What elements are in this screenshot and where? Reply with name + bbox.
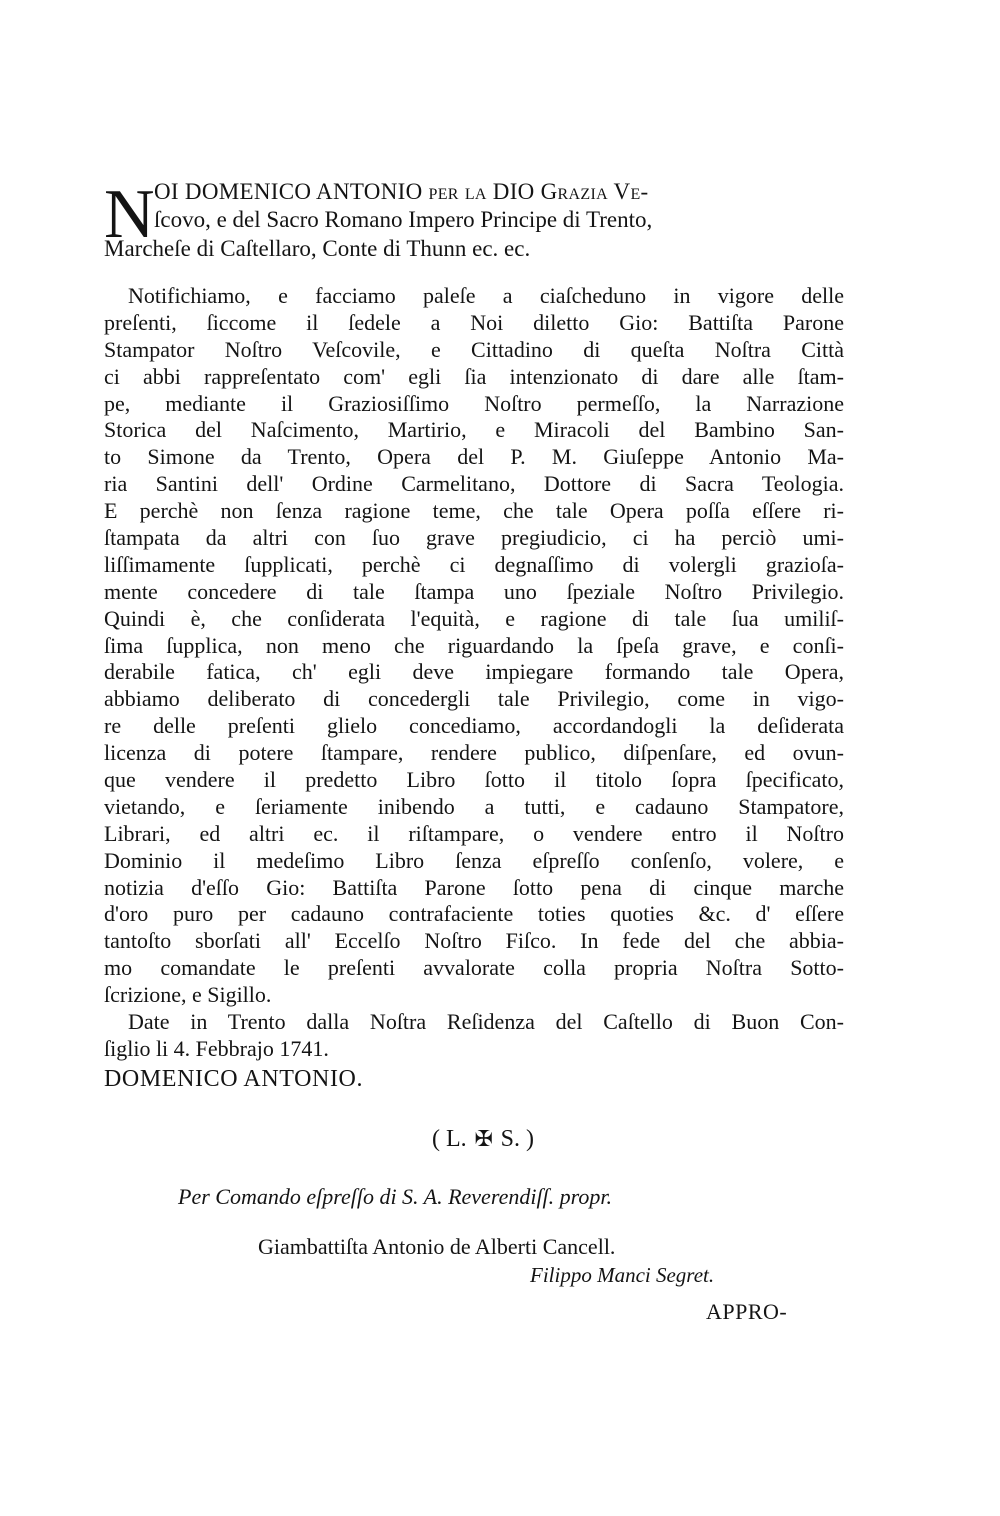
body-line: vietando, e ſeriamente inibendo a tutti, e cadauno Stampatore, (104, 793, 844, 819)
body-line: pe, mediante il Graziosiſſimo Noſtro permeſſo, la Narrazione (104, 390, 844, 416)
chancellor-line: Giambattiſta Antonio de Alberti Cancell. (258, 1234, 616, 1259)
body-line: derabile fatica, ch' egli deve impiegare formando tale Opera, (104, 659, 844, 685)
body-line: Date in Trento dalla Noſtra Reſidenza del Caſtello di Buon Con- (128, 1009, 844, 1035)
body-line: E perchè non ſenza ragione teme, che tale Opera poſſa eſſere ri- (104, 498, 844, 524)
body-line: Quindi è, che conſiderata l'equità, e ragione di tale ſua umiliſ- (104, 605, 844, 631)
secretary-line: Filippo Manci Segret. (530, 1263, 715, 1287)
body-line: que vendere il predetto Libro ſotto il titolo ſopra ſpecificato, (104, 767, 844, 793)
seal-left: ( L. (432, 1126, 467, 1152)
body-line: preſenti, ſiccome il ſedele a Noi diletto Gio: Battiſta Parone (104, 309, 844, 335)
body-line: ſcrizione, e Sigillo. (104, 982, 272, 1008)
body-line: ci abbi rappreſentato com' egli ſia intenzionato di dare alle ſtam- (104, 363, 844, 389)
decree-body (104, 283, 844, 1063)
heading-line-2: ſcovo, e del Sacro Romano Impero Principe di Trento, (154, 207, 653, 232)
body-line: mente concedere di tale ſtampa uno ſpeziale Noſtro Privilegio. (104, 578, 844, 604)
body-line: Librari, ed altri ec. il riſtampare, o vendere entro il Noſtro (104, 820, 844, 846)
body-line: ria Santini dell' Ordine Carmelitano, Dottore di Sacra Teologia. (104, 471, 844, 497)
heading-line-1: OI DOMENICO ANTONIO per la DIO Grazia Ve- (154, 179, 649, 204)
body-line: ſiglio li 4. Febbrajo 1741. (104, 1035, 329, 1061)
body-line: notizia d'eſſo Gio: Battiſta Parone ſotto pena di cinque marche (104, 874, 844, 900)
body-line: d'oro puro per cadauno contrafaciente toties quoties &c. d' eſſere (104, 901, 844, 927)
body-line: mo comandate le preſenti avvalorate colla propria Noſtra Sotto- (104, 955, 844, 981)
heading-line-3: Marcheſe di Caſtellaro, Conte di Thunn ec. ec. (104, 236, 531, 261)
body-line: ſtampata da altri con ſuo grave pregiudicio, ci ha perciò umi- (104, 525, 844, 551)
signature: DOMENICO ANTONIO. (104, 1066, 364, 1092)
seal-mark (432, 1126, 534, 1153)
cross-icon: ✠ (474, 1126, 493, 1151)
body-line: Dominio il medeſimo Libro ſenza eſpreſſo conſenſo, volere, e (104, 847, 844, 873)
drop-initial: N (104, 176, 155, 253)
body-line: re delle preſenti glielo concediamo, accordandogli la deſiderata (104, 713, 844, 739)
body-line: liſſimamente ſupplicati, perchè ci degnaſſimo di volergli grazioſa- (104, 551, 844, 577)
body-line: Stampator Noſtro Veſcovile, e Cittadino di queſta Noſtra Città (104, 336, 844, 362)
body-line: licenza di potere ſtampare, rendere publico, diſpenſare, ed ovun- (104, 740, 844, 766)
body-line: to Simone da Trento, Opera del P. M. Giuſeppe Antonio Ma- (104, 444, 844, 470)
body-line: ſima ſupplica, non meno che riguardando la ſpeſa grave, e conſi- (104, 632, 844, 658)
catchword: APPRO- (706, 1299, 788, 1324)
seal-right: S. ) (500, 1126, 534, 1152)
body-line: tantoſto sborſati all' Eccelſo Noſtro Fiſco. In fede del che abbia- (104, 928, 844, 954)
body-line: Notifichiamo, e facciamo paleſe a ciaſcheduno in vigore delle (128, 283, 844, 308)
body-line: abbiamo deliberato di concedergli tale Privilegio, come in vigo- (104, 686, 844, 712)
command-line: Per Comando eſpreſſo di S. A. Reverendiſſ. propr. (178, 1184, 613, 1209)
body-line: Storica del Naſcimento, Martirio, e Miracoli del Bambino San- (104, 417, 844, 443)
